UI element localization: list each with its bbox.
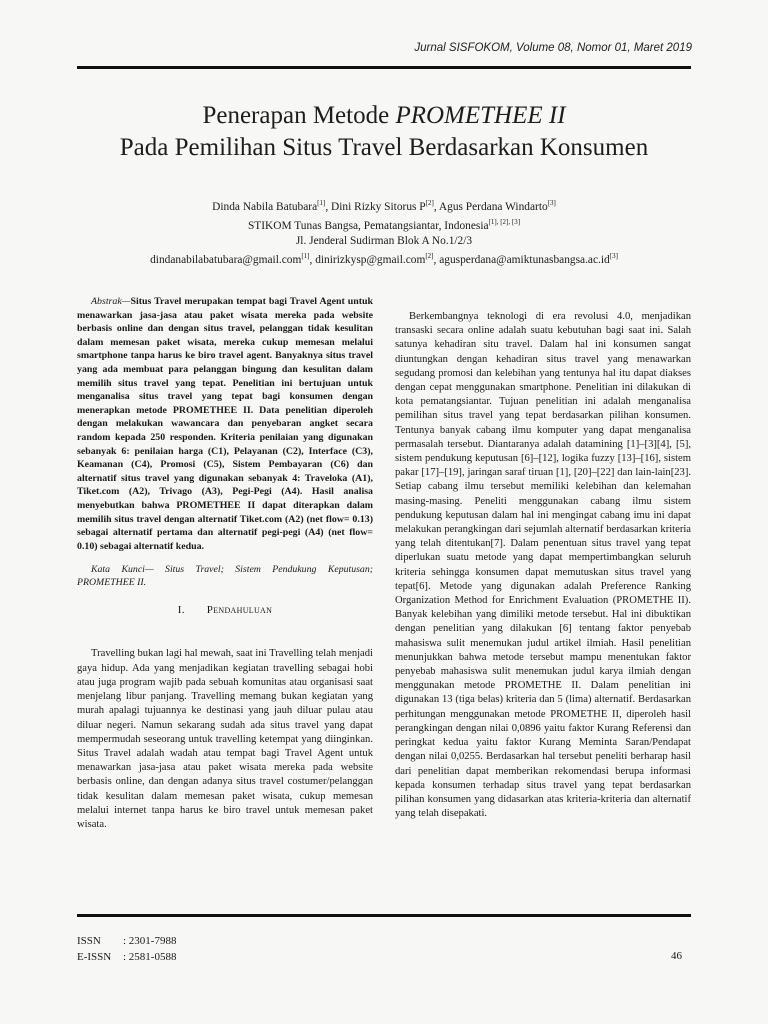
email-3-sup: [3] [609,251,618,260]
paper-title [0,100,768,164]
abstract-lead: Abstrak— [91,296,131,307]
institution: STIKOM Tunas Bangsa, Pematangsiantar, Indonesia [247,219,489,232]
section-heading [77,603,373,617]
title-prefix: Penerapan Metode [202,102,396,129]
author-block [0,196,768,267]
eissn-line [77,950,176,966]
author-2-sup: [2] [425,199,434,207]
address: Jl. Jenderal Sudirman Blok A No.1/2/3 [295,234,473,247]
title-method: PROMETHEE II [395,102,566,129]
author-1: Dinda Nabila Batubara [212,200,318,213]
institution-sup: [1], [2], [3] [488,217,521,226]
author-names [0,196,768,215]
email-1: dindanabilabatubara@gmail.com [150,253,302,266]
issn-label: ISSN [77,935,101,947]
author-3: , Agus Perdana Windarto [433,200,548,213]
email-1-sup: [1] [301,251,310,260]
issn-value: : 2301-7988 [123,935,177,947]
author-1-sup: [1] [317,199,326,207]
author-3-sup: [3] [547,199,556,207]
intro-paragraph-left: Travelling bukan lagi hal mewah, saat ini Travelling telah menjadi gaya hidup. Ada yang menjadikan kegiatan travelling sebagai hobi atau juga program wajib pada sebuah komunitas atau organisasi saat menjelang libur panjang. Travelling memang bukan kegiatan yang murah apalagi tujuannya ke destinasi yang jauh diluar pulau atau diluar negeri. Namun sekarang sudah ada situs travel yang dapat mempermudah seseorang untuk travelling ketempat yang diinginkan. Situs Travel adalah wadah atau tempat bagi Travel Agent untuk menawarkan jasa-jasa atau paket wisata mereka pada website berbasis online, dan dengan adanya situs travel costumer/pelanggan tidak kesulitan dalam memesan paket wisata, cukup memesan melalui internet tanpa harus ke biro travel untuk memesan paket wisata. [77,648,373,830]
keywords: Kata Kunci— Situs Travel; Sistem Pendukung Keputusan; PROMETHEE II. [77,564,373,589]
page-number: 46 [671,950,682,962]
issn-line [77,934,176,950]
intro-paragraph-right: Berkembangnya teknologi di era revolusi 4.0, menjadikan transaski secara online adalah suatu kebutuhan bagi saat ini. Salah satunya kehadiran situ travel. Dalam hal ini konsumen sangat diuntungkan dengan kehadiran situs travel yang menawarkan segudang promosi dan kelebihan yang tentunya hal itu dapat diakses dengan cepat menggunakan smartphone. Penelitian ini dilakukan di kota pematangsiantar. Tujuan penelitian ini adalah menganalisa pemilihan situs travel yang tepat berdasarkan pilihan konsumen. Tentunya banyak cabang ilmu komputer yang dapat menganalisa permasalah tersebut. Diantaranya adalah datamining [1]–[3][4], [5], sistem pendukung keputusan [6]–[12], logika fuzzy [13]–[16], sistem pakar [17]–[19], jaringan saraf tiruan [1], [20]–[22] dan lain-lain[23]. Setiap cabang ilmu tersebut memiliki kelebihan dan kelemahan masing-masing. Peneliti menggunakan cabang ilmu sistem pendukung keputusan dalam hal ini mengingat cabang imu ini dapat melakukan perangkingan dari sejumlah alternatif berdasarkan kriteria yang telah ditentukan[7]. Dalam penentuan situs travel yang tepat diperlukan suatu metode yang dapat mempertimbangkan seluruh kriteria sehingga konsumen dapat memutuskan situs travel yang tepat[6]. Metode yang digunakan adalah Preference Ranking Organization Method for Enrichment Evaluation (PROMETHE II). Banyak kelebihan yang dimiliki metode tersebut. Hal ini dibuktikan dengan penelitian yang dilakukan [6] tentang faktor penyebab mahasiswa sulit menemukan judul artikel ilmiah. Hasil penelitian menunjukkan bahwa metode tersebut mampu menentukan faktor penyebab mahasiswa sulit menemukan judul karya ilmiah dengan menggunakan metode PROMETHE II. Dalam penelitian ini digunakan 13 (tiga belas) kriteria dan 5 (lima) alternatif. Berdasarkan perhitungan menggunakan metode PROMETHE II, diperoleh hasil perangkingan dengan nilai 0,0896 yaitu faktor Kurang Referensi dan peringkat kedua yaitu faktor Kurang Meminta Saran/Pendapat dengan nilai 0,0255. Berdasarkan hal tersebut peneliti berharap hasil dari penelitian dapat memberikan rekomendasi berupa informasi kepada konsumen terhadap situs travel yang tepat berdasarkan pilihan konsumen yang didasarkan atas kriteria-kriteria dan alternatif yang telah disepakati. [395,311,691,820]
email-2: , dinirizkysp@gmail.com [309,253,426,266]
section-title: Pendahuluan [206,604,273,617]
footer [77,934,176,965]
email-3: , agusperdana@amiktunasbangsa.ac.id [433,253,610,266]
title-line-1 [0,100,768,132]
emails [0,249,768,268]
abstract [77,295,373,553]
eissn-label: E-ISSN [77,950,112,963]
affiliation [0,215,768,234]
eissn-value: : 2581-0588 [123,950,177,963]
header-rule [77,66,691,69]
right-column [395,310,691,821]
email-2-sup: [2] [425,251,434,260]
footer-rule [77,914,691,917]
abstract-body: Situs Travel merupakan tempat bagi Travel Agent untuk menawarkan jasa-jasa atau paket wisata mereka pada website berbasis online dan dengan situs travel, pelanggan tidak kesulitan dalam memesan paket wisata, mereka cukup memesan melalui smartphone tanpa harus ke biro travel agent. Banyaknya situs travel yang ada membuat para pelanggan bingung dan kesulitan dalam memilih situs travel yang tepat. Penelitian ini bertujuan untuk menganalisa situs travel yang tepat bagi konsumen dengan menerapkan metode PROMETHEE II. Data penelitian diperoleh dengan melakukan wawancara dan penyebaran angket secara random kepada 250 responden. Kriteria penilaian yang digunakan sebanyak 6: penilaian harga (C1), Pelayanan (C2), Interface (C3), Keamanan (C4), Promosi (C5), Sistem Pembayaran (C6) dan alternatif situs travel yang digunakan sebanyak 4: Traveloka (A1), Tiket.com (A2), Trivago (A3), Pegi-Pegi (A4). Hasil analisa menyebutkan bahwa PROMETHEE II dapat diterapkan dalam memilih situs travel dengan alternatif Tiket.com (A2) (net flow= 0.13) sebagai alternatif pertama dan alternatif pegi-pegi (A4) (net flow= 0.10) sebagai alternatif kedua. [77,296,373,552]
title-line-2: Pada Pemilihan Situs Travel Berdasarkan Konsumen [119,134,649,161]
left-column [77,295,373,832]
section-number: I. [177,604,185,617]
author-2: , Dini Rizky Sitorus P [325,200,426,213]
journal-header: Jurnal SISFOKOM, Volume 08, Nomor 01, Maret 2019 [414,42,692,54]
